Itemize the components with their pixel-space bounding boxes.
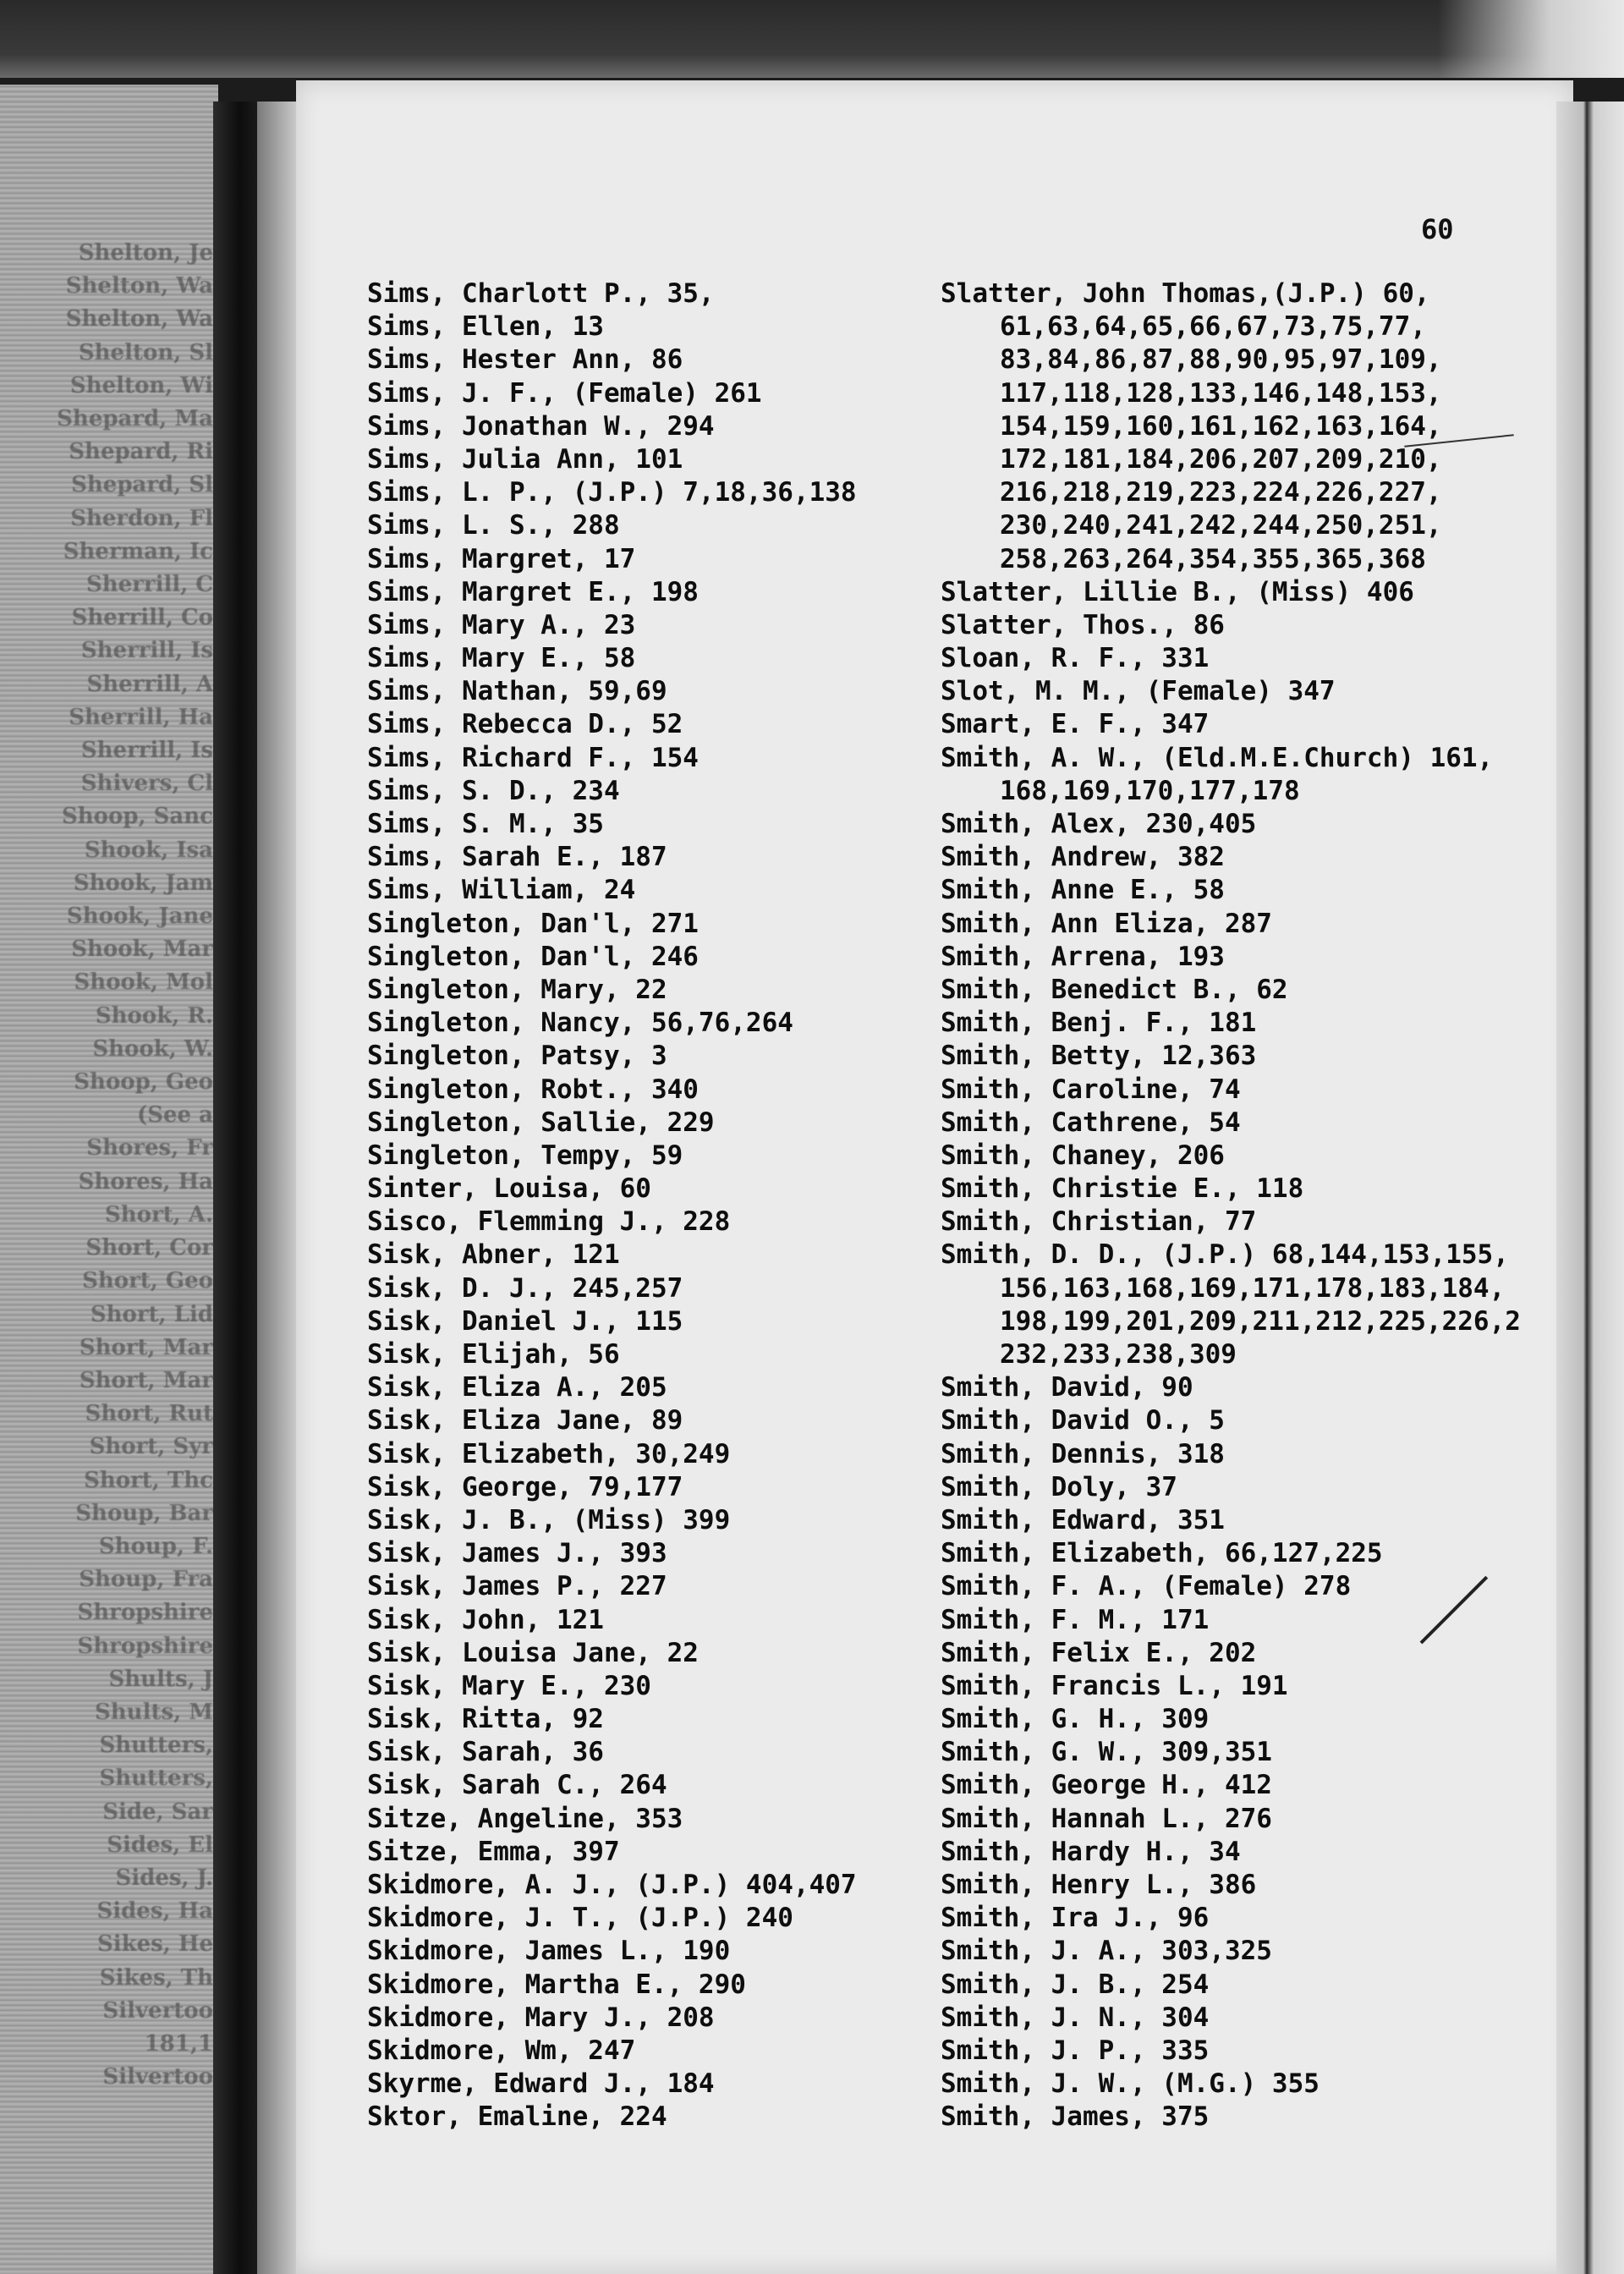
adjacent-page-line: Sherrill, A (86, 671, 213, 697)
index-entry-continuation: 154,159,160,161,162,163,164, (1000, 410, 1442, 442)
adjacent-page-line: Shropshire (77, 1633, 213, 1659)
adjacent-page-line: Sherrill, Ha (69, 704, 213, 730)
index-entry: Smith, David O., 5 (941, 1405, 1225, 1436)
index-entry: Sisk, Sarah, 36 (367, 1737, 604, 1768)
index-entry: Sitze, Emma, 397 (367, 1836, 620, 1867)
index-entry: Smith, George H., 412 (941, 1770, 1272, 1801)
adjacent-page-line: Shook, Mar (71, 937, 213, 963)
adjacent-page-line: Side, Sar (102, 1799, 213, 1825)
index-entry: Smith, Dennis, 318 (941, 1438, 1225, 1469)
adjacent-page-line: Sides, J. (115, 1865, 213, 1891)
index-entry: Skyrme, Edward J., 184 (367, 2068, 715, 2100)
index-entry: Singleton, Dan'l, 271 (367, 908, 699, 939)
index-entry: Sims, Mary A., 23 (367, 609, 636, 640)
index-entry: Smith, G. W., 309,351 (941, 1737, 1272, 1768)
index-entry: Smith, Hannah L., 276 (941, 1803, 1272, 1834)
adjacent-page-text (2, 237, 213, 2094)
adjacent-page-line: Shoup, Bar (75, 1500, 213, 1526)
index-entry-continuation: 230,240,241,242,244,250,251, (1000, 510, 1442, 541)
adjacent-page-line: Sikes, He (96, 1931, 213, 1958)
index-entry: Smart, E. F., 347 (941, 709, 1210, 740)
index-entry: Slatter, Thos., 86 (941, 609, 1225, 640)
adjacent-page-line: Shelton, Sl (78, 339, 213, 365)
index-entry: Smith, A. W., (Eld.M.E.Church) 161, (941, 742, 1494, 773)
index-entry: Sims, Julia Ann, 101 (367, 443, 683, 475)
adjacent-page-line: Shivers, Cl (80, 771, 213, 797)
index-entry: Sisk, Louisa Jane, 22 (367, 1637, 699, 1668)
index-entry: Singleton, Tempy, 59 (367, 1140, 683, 1171)
index-entry-continuation: 61,63,64,65,66,67,73,75,77, (1000, 311, 1426, 343)
index-entry: Sisk, James P., 227 (367, 1571, 667, 1602)
adjacent-page-line: Short, Cor (85, 1235, 213, 1261)
adjacent-page-line: Shook, R. (95, 1002, 213, 1029)
index-entry: Smith, D. D., (J.P.) 68,144,153,155, (941, 1239, 1509, 1271)
index-entry: Smith, Francis L., 191 (941, 1670, 1288, 1701)
index-entry: Sisk, Sarah C., 264 (367, 1770, 667, 1801)
index-entry: Sloan, R. F., 331 (941, 643, 1210, 674)
adjacent-page-line: Shelton, Wi (69, 372, 213, 398)
adjacent-page-line: Shoup, Fra (79, 1567, 213, 1593)
index-entry: Sims, J. F., (Female) 261 (367, 377, 762, 409)
index-entry: Sims, S. M., 35 (367, 809, 604, 839)
index-entry-continuation: 83,84,86,87,88,90,95,97,109, (1000, 344, 1442, 376)
index-entry: Sktor, Emaline, 224 (367, 2101, 667, 2133)
index-entry: Sisk, D. J., 245,257 (367, 1272, 683, 1304)
index-entry: Sisk, John, 121 (367, 1604, 604, 1635)
index-entry: Smith, Hardy H., 34 (941, 1836, 1241, 1867)
index-entry: Smith, F. A., (Female) 278 (941, 1571, 1352, 1602)
index-entry: Sims, Hester Ann, 86 (367, 344, 683, 376)
adjacent-page-line: Shores, Fr (86, 1135, 213, 1162)
index-entry: Smith, Betty, 12,363 (941, 1041, 1257, 1072)
index-entry: Smith, J. A., 303,325 (941, 1936, 1272, 1967)
adjacent-page-line: Shults, M (95, 1699, 213, 1725)
index-entry: Singleton, Sallie, 229 (367, 1107, 715, 1138)
adjacent-page-line: Shook, W. (92, 1035, 213, 1062)
index-entry: Sims, Margret, 17 (367, 543, 636, 574)
adjacent-page (0, 85, 218, 2274)
index-entry: Skidmore, Mary J., 208 (367, 2002, 715, 2033)
adjacent-page-line: Shoop, Sanc (61, 804, 213, 830)
index-entry-continuation: 156,163,168,169,171,178,183,184, (1000, 1272, 1506, 1304)
index-entry-continuation: 198,199,201,209,211,212,225,226,2 (1000, 1305, 1521, 1337)
index-entry: Skidmore, Martha E., 290 (367, 1969, 746, 2000)
binding-gutter-highlight (257, 102, 299, 2274)
index-entry: Smith, J. P., 335 (941, 2035, 1210, 2066)
index-entry: Smith, Benedict B., 62 (941, 974, 1288, 1005)
index-entry: Sims, Jonathan W., 294 (367, 410, 715, 442)
index-entry: Sisk, Ritta, 92 (367, 1704, 604, 1735)
adjacent-page-line: Shook, Jam (73, 870, 213, 896)
adjacent-page-line: Shook, Isa (84, 837, 213, 863)
adjacent-page-line: Shoop, Geo (74, 1069, 213, 1096)
index-entry: Singleton, Dan'l, 246 (367, 941, 699, 972)
index-entry: Smith, Cathrene, 54 (941, 1107, 1241, 1138)
index-entry-continuation: 117,118,128,133,146,148,153, (1000, 377, 1442, 409)
index-entry: Smith, Caroline, 74 (941, 1074, 1241, 1105)
index-entry: Singleton, Robt., 340 (367, 1074, 699, 1105)
index-entry-continuation: 216,218,219,223,224,226,227, (1000, 477, 1442, 508)
adjacent-page-line: Shelton, Wa (65, 273, 213, 299)
index-entry: Smith, J. N., 304 (941, 2002, 1210, 2033)
index-entry: Sims, S. D., 234 (367, 775, 620, 806)
adjacent-page-line: Sides, El (107, 1832, 213, 1858)
index-entry: Smith, F. M., 171 (941, 1604, 1210, 1635)
index-entry: Sims, Margret E., 198 (367, 576, 699, 607)
adjacent-page-line: Sherdon, Fl (70, 505, 213, 531)
index-entry: Sinter, Louisa, 60 (367, 1173, 651, 1205)
index-entry: Slatter, John Thomas,(J.P.) 60, (941, 278, 1430, 309)
index-entry: Smith, Edward, 351 (941, 1504, 1225, 1535)
index-entry: Smith, Alex, 230,405 (941, 809, 1257, 839)
index-entry-continuation: 172,181,184,206,207,209,210, (1000, 443, 1442, 475)
index-entry: Skidmore, A. J., (J.P.) 404,407 (367, 1870, 857, 1900)
index-entry: Sisk, Abner, 121 (367, 1239, 620, 1271)
adjacent-page-line: Shook, Mol (74, 969, 213, 996)
index-entry: Slot, M. M., (Female) 347 (941, 676, 1336, 707)
index-entry-continuation: 168,169,170,177,178 (1000, 775, 1300, 806)
index-entry: Skidmore, James L., 190 (367, 1936, 731, 1967)
index-entry: Sims, L. S., 288 (367, 510, 620, 541)
index-entry: Sisco, Flemming J., 228 (367, 1206, 731, 1238)
index-entry: Sisk, J. B., (Miss) 399 (367, 1504, 731, 1535)
index-entry: Sims, Nathan, 59,69 (367, 676, 667, 707)
index-entry: Smith, Arrena, 193 (941, 941, 1225, 972)
adjacent-page-line: Shutters, (99, 1766, 213, 1792)
adjacent-page-line: Short, Thc (84, 1467, 213, 1493)
adjacent-page-line: 181,1 (144, 2030, 213, 2057)
adjacent-page-line: Short, Lid (90, 1301, 213, 1327)
page-right-edge (1556, 102, 1624, 2274)
index-entry: Singleton, Nancy, 56,76,264 (367, 1008, 793, 1039)
adjacent-page-line: (See a (136, 1102, 213, 1129)
adjacent-page-line: Sides, Ha (96, 1898, 213, 1925)
index-entry: Singleton, Patsy, 3 (367, 1041, 667, 1072)
index-entry: Smith, Ann Eliza, 287 (941, 908, 1272, 939)
index-entry: Sitze, Angeline, 353 (367, 1803, 683, 1834)
index-entry: Sisk, James J., 393 (367, 1538, 667, 1569)
adjacent-page-line: Sherrill, Is (80, 738, 213, 764)
adjacent-page-line: Shores, Ha (78, 1168, 213, 1195)
index-entry: Smith, Elizabeth, 66,127,225 (941, 1538, 1383, 1569)
adjacent-page-line: Shutters, (99, 1733, 213, 1759)
index-entry: Slatter, Lillie B., (Miss) 406 (941, 576, 1414, 607)
adjacent-page-line: Shropshire (77, 1600, 213, 1626)
index-entry: Sims, Mary E., 58 (367, 643, 636, 674)
adjacent-page-line: Sherrill, C (85, 572, 213, 598)
index-entry: Smith, Felix E., 202 (941, 1637, 1257, 1668)
index-entry: Sims, William, 24 (367, 875, 636, 906)
index-entry: Sims, Sarah E., 187 (367, 842, 667, 873)
index-entry: Singleton, Mary, 22 (367, 974, 667, 1005)
adjacent-page-line: Sherrill, Co (71, 605, 213, 631)
adjacent-page-line: Silvertoo (102, 2064, 213, 2090)
adjacent-page-line: Silvertoo (102, 1997, 213, 2024)
adjacent-page-line: Shepard, Ri (69, 439, 213, 465)
index-entry: Sims, Rebecca D., 52 (367, 709, 683, 740)
index-entry: Smith, J. W., (M.G.) 355 (941, 2068, 1320, 2100)
adjacent-page-line: Short, Mar (79, 1367, 213, 1393)
index-entry: Smith, G. H., 309 (941, 1704, 1210, 1735)
index-entry: Smith, Benj. F., 181 (941, 1008, 1257, 1039)
adjacent-page-line: Shults, J (108, 1666, 213, 1692)
index-entry: Smith, Andrew, 382 (941, 842, 1225, 873)
index-entry: Sisk, Daniel J., 115 (367, 1305, 683, 1337)
adjacent-page-line: Short, Geo (82, 1268, 213, 1294)
index-column-left (367, 277, 857, 2134)
adjacent-page-line: Short, A. (104, 1201, 213, 1228)
index-entry: Smith, Chaney, 206 (941, 1140, 1225, 1171)
index-entry: Sims, L. P., (J.P.) 7,18,36,138 (367, 477, 857, 508)
index-entry-continuation: 258,263,264,354,355,365,368 (1000, 543, 1426, 574)
adjacent-page-line: Shepard, Sl (71, 472, 213, 498)
index-entry: Skidmore, Wm, 247 (367, 2035, 636, 2066)
index-entry: Smith, Ira J., 96 (941, 1903, 1210, 1934)
adjacent-page-line: Shelton, Je (78, 240, 213, 266)
page-number: 60 (1421, 213, 1454, 245)
adjacent-page-line: Short, Rut (85, 1401, 213, 1427)
index-entry: Sims, Ellen, 13 (367, 311, 604, 343)
binding-gutter (213, 102, 257, 2274)
index-entry: Sisk, Eliza A., 205 (367, 1372, 667, 1403)
index-entry: Sisk, George, 79,177 (367, 1471, 683, 1502)
adjacent-page-line: Sherman, Ic (63, 538, 213, 564)
index-entry: Skidmore, J. T., (J.P.) 240 (367, 1903, 793, 1934)
index-entry: Smith, Henry L., 386 (941, 1870, 1257, 1900)
adjacent-page-line: Sherrill, Is (80, 638, 213, 664)
adjacent-page-line: Short, Syr (89, 1434, 213, 1460)
index-entry: Sisk, Elizabeth, 30,249 (367, 1438, 731, 1469)
index-entry-continuation: 232,233,238,309 (1000, 1339, 1237, 1370)
adjacent-page-line: Shelton, Wa (65, 306, 213, 332)
adjacent-page-line: Shoup, F. (98, 1533, 213, 1559)
scanner-top-band (0, 0, 1624, 78)
index-entry: Sisk, Mary E., 230 (367, 1670, 651, 1701)
index-entry: Smith, Christie E., 118 (941, 1173, 1304, 1205)
index-entry: Smith, Anne E., 58 (941, 875, 1225, 906)
index-entry: Smith, Christian, 77 (941, 1206, 1257, 1238)
index-entry: Sims, Charlott P., 35, (367, 278, 715, 309)
index-entry: Smith, David, 90 (941, 1372, 1193, 1403)
adjacent-page-line: Short, Mar (79, 1334, 213, 1360)
index-column-right (941, 277, 1521, 2134)
adjacent-page-line: Shepard, Ma (57, 406, 213, 432)
adjacent-page-line: Sikes, Th (99, 1964, 213, 1991)
index-entry: Sisk, Eliza Jane, 89 (367, 1405, 683, 1436)
adjacent-page-line: Shook, Jane (66, 904, 213, 930)
index-entry: Sisk, Elijah, 56 (367, 1339, 620, 1370)
index-entry: Smith, Doly, 37 (941, 1471, 1177, 1502)
index-entry: Sims, Richard F., 154 (367, 742, 699, 773)
index-entry: Smith, J. B., 254 (941, 1969, 1210, 2000)
index-entry: Smith, James, 375 (941, 2101, 1210, 2133)
scanner-glare (1438, 0, 1624, 78)
